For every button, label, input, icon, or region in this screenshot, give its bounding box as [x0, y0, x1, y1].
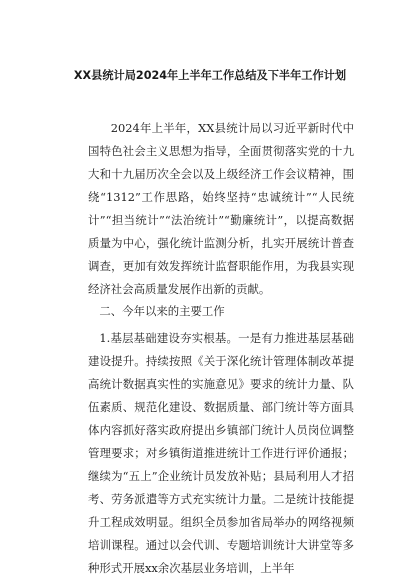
work-item-paragraph: 1.基层基础建设夯实根基。一是有力推进基层基础建设提升。持续按照《关于深化统计管理体制改革提高统计数据真实性的实施意见》要求的统计力量、队伍素质、规范化建设、数据质量、部门统计等方面具体内容抓好落实政府提出乡镇部门统计人员岗位调整管理要求；对乡镇街道推进统计工作进行评价通报；继续为“五上”企业统计员发放补贴；县局利用人才招考、劳务派遣等方式充实统计力量。二是统计技能提升工程成效明显。组织全员参加省局举办的网络视频培训课程。通过以会代训、专题培训统计大讲堂等多种形式开展xx余次基层业务培训，上半年 [88, 331, 354, 575]
section-heading: 二、今年以来的主要工作 [99, 304, 225, 318]
document-title: XX县统计局2024年上半年工作总结及下半年工作计划 [73, 69, 347, 82]
intro-paragraph: 2024年上半年，XX县统计局以习近平新时代中国特色社会主义思想为指导，全面贯彻落实党的十九大和十九届历次全会以及上级经济工作会议精神，围绕“1312”工作思路，始终坚持“忠诚统计”“人民统计”“担当统计”“法治统计”“勤廉统计”，以提高数据质量为中心，强化统计监测分析，扎实开展统计普查调查，更加有效发挥统计监督职能作用，为我县实现经济社会高质量发展作出新的贡献。 [88, 121, 354, 296]
